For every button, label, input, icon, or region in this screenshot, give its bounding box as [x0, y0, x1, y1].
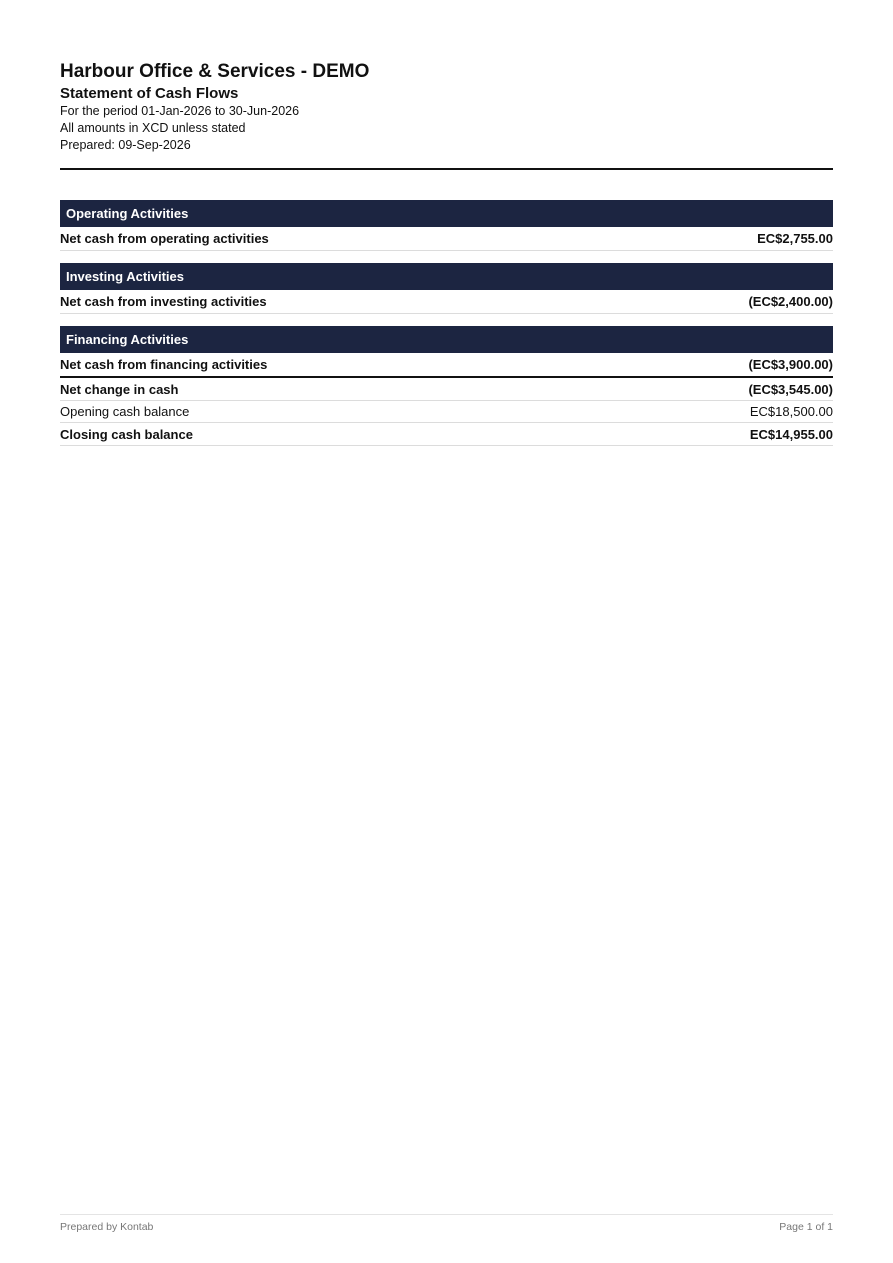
row-amount: EC$2,755.00	[757, 231, 833, 246]
company-name: Harbour Office & Services - DEMO	[60, 61, 370, 82]
section-heading-investing: Investing Activities	[60, 263, 833, 290]
prepared-by: Prepared by Kontab	[60, 1221, 154, 1233]
row-label: Net cash from investing activities	[60, 294, 267, 309]
cash-flow-statement	[60, 200, 833, 446]
row-amount: EC$18,500.00	[749, 404, 833, 419]
row-amount: (EC$2,400.00)	[748, 294, 833, 309]
report-title: Statement of Cash Flows	[60, 85, 239, 102]
currency-note: All amounts in XCD unless stated	[60, 121, 246, 135]
row-net-cash-operating	[60, 227, 833, 251]
section-heading-operating: Operating Activities	[60, 200, 833, 227]
row-amount: EC$14,955.00	[749, 426, 833, 442]
row-label: Opening cash balance	[60, 404, 190, 419]
row-net-change-in-cash	[60, 378, 833, 401]
row-amount: (EC$3,900.00)	[748, 357, 833, 372]
row-amount: (EC$3,545.00)	[748, 381, 833, 397]
report-page	[60, 0, 833, 1263]
page-number: Page 1 of 1	[779, 1221, 833, 1233]
row-label: Net cash from operating activities	[60, 231, 269, 246]
page-footer	[60, 1214, 833, 1233]
header-divider	[60, 168, 833, 170]
row-net-cash-financing	[60, 353, 833, 378]
row-closing-cash-balance	[60, 423, 833, 446]
row-opening-cash-balance	[60, 401, 833, 423]
row-label: Closing cash balance	[60, 426, 193, 442]
prepared-date: Prepared: 09-Sep-2026	[60, 138, 191, 152]
row-label: Net cash from financing activities	[60, 357, 268, 372]
report-header	[60, 60, 833, 154]
report-period: For the period 01-Jan-2026 to 30-Jun-2026	[60, 104, 300, 118]
row-net-cash-investing	[60, 290, 833, 314]
row-label: Net change in cash	[60, 381, 179, 397]
section-heading-financing: Financing Activities	[60, 326, 833, 353]
